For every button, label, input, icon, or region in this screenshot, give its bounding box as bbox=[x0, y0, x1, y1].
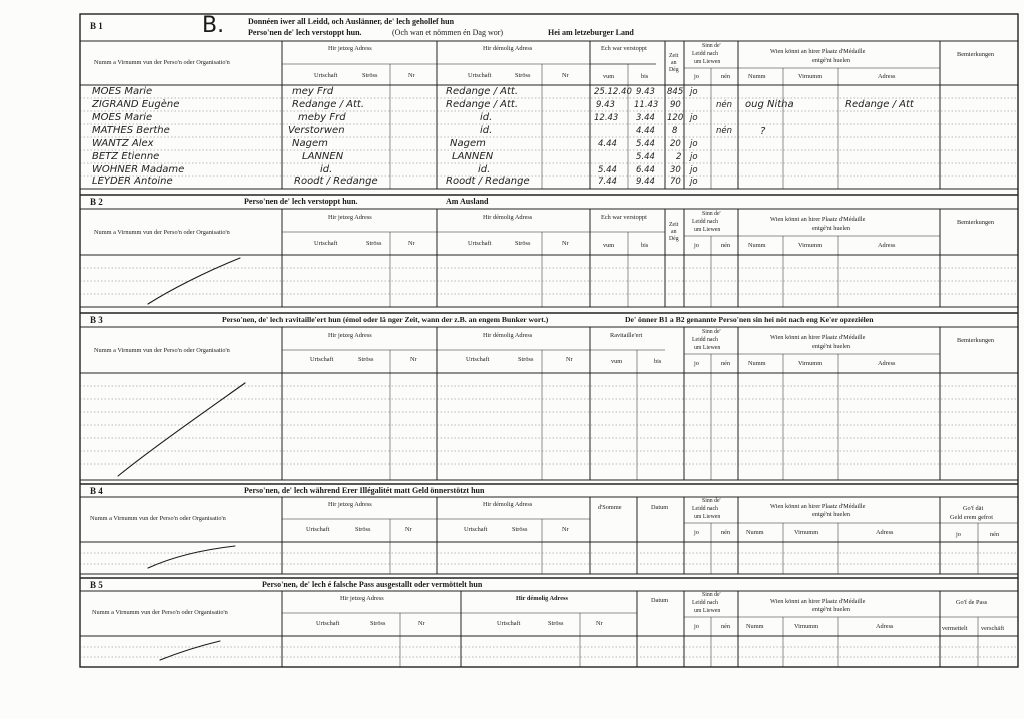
b3-hdr-old-addr: Hir démolig Adress bbox=[483, 332, 533, 339]
b1-title-line2b: (Och wan et nömmen én Dag wor) bbox=[392, 28, 504, 37]
row-6-to: 5.44 bbox=[636, 152, 655, 162]
b3-sub-first: Virnumm bbox=[798, 360, 823, 367]
b5-hdr-suffered-2: Leidd nach bbox=[692, 600, 718, 606]
b3-sub-addr: Adress bbox=[878, 360, 896, 367]
b1-title-line1: Donnéen iwer all Leidd, och Auslänner, de' lech gehollef hun bbox=[248, 17, 455, 26]
row-3-days: 120 bbox=[667, 113, 684, 123]
b4-sub-no-money: nén bbox=[990, 531, 1000, 538]
b1-sub-street-old: Ströss bbox=[515, 72, 531, 79]
row-4-medal-name: ? bbox=[760, 126, 766, 137]
b2-sub-addr: Adress bbox=[878, 242, 896, 249]
b2-sub-no: nén bbox=[721, 242, 731, 249]
b1-sub-addr: Adress bbox=[878, 73, 896, 80]
row-7-old-addr: id. bbox=[478, 164, 491, 175]
b5-hdr-name: Numm a Virnumm vun der Perso'n oder Organisatio'n bbox=[92, 609, 228, 616]
b2-sub-from: vum bbox=[603, 242, 615, 249]
b3-sub-street-old: Ströss bbox=[518, 356, 534, 363]
b2-hdr-old-addr: Hir démolig Adress bbox=[483, 214, 533, 221]
b5-sub-first: Virnumm bbox=[794, 623, 819, 630]
b4-hdr-suffered-1: Sinn de' bbox=[702, 498, 721, 504]
b3-sub-yes: jo bbox=[694, 360, 699, 367]
section-b2-label: B 2 bbox=[90, 197, 103, 207]
b2-sub-street: Ströss bbox=[366, 240, 382, 247]
b5-hdr-cur-addr: Hir jetzeg Adress bbox=[340, 595, 384, 602]
b3-sub-from: vum bbox=[611, 358, 623, 365]
b2-hdr-time-3: Dég bbox=[669, 236, 679, 242]
row-3-yes: jo bbox=[690, 113, 698, 123]
b4-hdr-money-2: Geld erem gefrot bbox=[950, 514, 994, 521]
b4-sub-first: Virnumm bbox=[794, 529, 819, 536]
row-2-from: 9.43 bbox=[596, 100, 615, 110]
row-4-days: 8 bbox=[672, 126, 678, 136]
b3-sub-nr-old: Nr bbox=[566, 356, 573, 363]
b1-hdr-hidden: Ech war verstoppt bbox=[601, 45, 647, 52]
b4-hdr-suffered-3: um Liewen bbox=[694, 514, 721, 520]
b4-hdr-sum: d'Somme bbox=[598, 504, 622, 511]
b5-sub-place: Urtschaft bbox=[316, 620, 340, 627]
row-3-to: 3.44 bbox=[636, 113, 655, 123]
b1-sub-street: Ströss bbox=[362, 72, 378, 79]
b5-sub-name: Numm bbox=[746, 623, 764, 630]
b4-sub-nr-old: Nr bbox=[562, 526, 569, 533]
row-5-to: 5.44 bbox=[636, 139, 655, 149]
b2-sub-nr: Nr bbox=[408, 240, 415, 247]
b2-sub-place-old: Urtschaft bbox=[468, 240, 492, 247]
row-1-from: 25.12.40 bbox=[594, 87, 632, 97]
b5-sub-no: nén bbox=[721, 623, 731, 630]
b1-sub-nr-old: Nr bbox=[562, 72, 569, 79]
b1-sub-first: Virnumm bbox=[798, 73, 823, 80]
b1-title-line2c: Hei am letzeburger Land bbox=[548, 28, 634, 37]
row-5-from: 4.44 bbox=[598, 139, 617, 149]
b1-hdr-suffered-1: Sinn de' bbox=[702, 43, 721, 49]
b2-hdr-hidden: Ech war verstoppt bbox=[601, 214, 647, 221]
b1-hdr-time-3: Dég bbox=[669, 67, 679, 73]
b1-sub-no: nén bbox=[721, 73, 731, 80]
row-5-name: WANTZ Alex bbox=[92, 138, 154, 149]
row-8-from: 7.44 bbox=[598, 177, 617, 187]
b2-title-a: Perso'nen de' lech verstoppt hun. bbox=[244, 197, 358, 206]
row-2-name: ZIGRAND Eugène bbox=[92, 99, 180, 110]
row-7-cur-addr: id. bbox=[320, 164, 333, 175]
b5-sub-place-old: Urtschaft bbox=[497, 620, 521, 627]
b2-hdr-suffered-3: um Liewen bbox=[694, 227, 721, 233]
b1-title-line2a: Perso'nen de' lech verstoppt hun. bbox=[248, 28, 362, 37]
row-5-cur-addr: Nagem bbox=[292, 138, 328, 149]
b5-sub-nr: Nr bbox=[418, 620, 425, 627]
row-1-name: MOES Marie bbox=[92, 86, 153, 97]
b1-sub-place: Urtschaft bbox=[314, 72, 338, 79]
b3-hdr-cur-addr: Hir jetzeg Adress bbox=[328, 332, 372, 339]
row-2-medal-name: oug Nitha bbox=[745, 99, 794, 110]
b1-sub-from: vum bbox=[603, 73, 615, 80]
b5-hdr-medal-2: entgé'nt huelen bbox=[812, 606, 851, 613]
b3-hdr-ravit: Ravitaille'ert bbox=[610, 332, 643, 339]
b2-hdr-time-1: Zeit bbox=[669, 222, 679, 228]
b4-sub-addr: Adress bbox=[876, 529, 894, 536]
b5-sub-street-old: Ströss bbox=[548, 620, 564, 627]
b1-hdr-old-addr: Hir démolig Adress bbox=[483, 45, 533, 52]
b4-hdr-money-1: Go'f dät bbox=[963, 505, 984, 512]
b2-hdr-time-2: an bbox=[671, 229, 677, 235]
row-5-old-addr: Nagem bbox=[450, 138, 486, 149]
b4-hdr-medal-2: entgé'nt huelen bbox=[812, 511, 851, 518]
row-2-no: nén bbox=[716, 100, 733, 110]
b3-hdr-name: Numm a Virnumm vun der Perso'n oder Organisatio'n bbox=[94, 347, 230, 354]
row-1-old-addr: Redange / Att. bbox=[446, 86, 519, 97]
b5-hdr-date: Datum bbox=[651, 597, 669, 604]
b3-sub-place: Urtschaft bbox=[310, 356, 334, 363]
section-letter: B. bbox=[202, 13, 225, 38]
row-1-days: 845 bbox=[667, 87, 684, 97]
b3-sub-place-old: Urtschaft bbox=[466, 356, 490, 363]
row-4-name: MATHES Berthe bbox=[92, 125, 170, 136]
row-4-cur-addr: Verstorwen bbox=[288, 125, 345, 136]
section-b4-label: B 4 bbox=[90, 486, 103, 496]
row-5-yes: jo bbox=[690, 139, 698, 149]
row-3-name: MOES Marie bbox=[92, 112, 153, 123]
b5-hdr-old-addr: Hir démolig Adress bbox=[516, 595, 568, 602]
b2-sub-name: Numm bbox=[748, 242, 766, 249]
b3-sub-no: nén bbox=[721, 360, 731, 367]
b3-sub-name: Numm bbox=[748, 360, 766, 367]
b3-title-a: Perso'nen, de' lech ravitaille'ert hun (émol oder lä nger Zeit, wann der z.B. an engem Bunker wort.) bbox=[222, 315, 549, 324]
row-2-to: 11.43 bbox=[634, 100, 659, 110]
b2-hdr-remarks: Bemierkungen bbox=[957, 219, 995, 226]
b1-hdr-cur-addr: Hir jetzeg Adress bbox=[328, 45, 372, 52]
b5-hdr-medal-1: Wien könnt an hirer Plaatz d'Médaille bbox=[770, 598, 866, 605]
b3-sub-to: bis bbox=[654, 358, 662, 365]
row-4-old-addr: id. bbox=[480, 125, 493, 136]
b2-sub-to: bis bbox=[641, 242, 649, 249]
b3-hdr-medal-1: Wien könnt an hirer Plaatz d'Médaille bbox=[770, 334, 866, 341]
row-8-days: 70 bbox=[670, 177, 681, 187]
row-8-yes: jo bbox=[690, 177, 698, 187]
b2-sub-first: Virnumm bbox=[798, 242, 823, 249]
b5-title: Perso'nen, de' lech é falsche Pass ausgestallt oder vermöttelt hun bbox=[262, 580, 483, 589]
row-3-from: 12.43 bbox=[594, 113, 619, 123]
row-6-cur-addr: LANNEN bbox=[302, 151, 344, 162]
strike-mark-b4 bbox=[148, 546, 235, 568]
row-2-days: 90 bbox=[670, 100, 681, 110]
strike-mark-b3 bbox=[118, 383, 245, 476]
row-7-to: 6.44 bbox=[636, 165, 655, 175]
b3-hdr-suffered-2: Leidd nach bbox=[692, 337, 718, 343]
row-8-to: 9.44 bbox=[636, 177, 655, 187]
row-5-days: 20 bbox=[670, 139, 681, 149]
row-6-days: 2 bbox=[676, 152, 682, 162]
row-8-cur-addr: Roodt / Redange bbox=[294, 176, 378, 187]
b3-hdr-suffered-1: Sinn de' bbox=[702, 329, 721, 335]
row-6-yes: jo bbox=[690, 152, 698, 162]
b3-sub-nr: Nr bbox=[410, 356, 417, 363]
b5-hdr-suffered-1: Sinn de' bbox=[702, 592, 721, 598]
b2-sub-place: Urtschaft bbox=[314, 240, 338, 247]
b1-sub-to: bis bbox=[641, 73, 649, 80]
row-4-to: 4.44 bbox=[636, 126, 655, 136]
row-2-medal-addr: Redange / Att bbox=[845, 99, 914, 110]
b4-sub-no: nén bbox=[721, 529, 731, 536]
b4-sub-yes: jo bbox=[694, 529, 699, 536]
row-7-days: 30 bbox=[670, 165, 681, 175]
row-1-to: 9.43 bbox=[636, 87, 655, 97]
b2-hdr-suffered-1: Sinn de' bbox=[702, 211, 721, 217]
b4-hdr-cur-addr: Hir jetzeg Adress bbox=[328, 501, 372, 508]
row-6-name: BETZ Etienne bbox=[92, 151, 160, 162]
row-6-old-addr: LANNEN bbox=[452, 151, 494, 162]
b2-hdr-suffered-2: Leidd nach bbox=[692, 219, 718, 225]
b5-sub-made: verschäft bbox=[981, 625, 1005, 632]
row-8-name: LEYDER Antoine bbox=[92, 176, 173, 187]
b2-title-b: Am Ausland bbox=[446, 197, 489, 206]
b4-hdr-date: Datum bbox=[651, 504, 669, 511]
b3-sub-street: Ströss bbox=[358, 356, 374, 363]
row-2-cur-addr: Redange / Att. bbox=[292, 99, 365, 110]
row-4-no: nén bbox=[716, 126, 733, 136]
b1-sub-place-old: Urtschaft bbox=[468, 72, 492, 79]
b4-hdr-name: Numm a Virnumm vun der Perso'n oder Organisatio'n bbox=[90, 515, 226, 522]
b2-sub-nr-old: Nr bbox=[562, 240, 569, 247]
b3-hdr-remarks: Bemierkungen bbox=[957, 337, 995, 344]
b3-title-b: De' önner B1 a B2 genannte Perso'nen sin hei nöt nach eng Ke'er opzeziélen bbox=[625, 315, 874, 324]
b1-hdr-medal-1: Wien könnt an hirer Plaatz d'Médaille bbox=[770, 48, 866, 55]
b1-hdr-suffered-2: Leidd nach bbox=[692, 51, 718, 57]
b5-sub-addr: Adress bbox=[876, 623, 894, 630]
b1-hdr-time-1: Zeit bbox=[669, 53, 679, 59]
row-7-from: 5.44 bbox=[598, 165, 617, 175]
b4-sub-place-old: Urtschaft bbox=[464, 526, 488, 533]
b5-hdr-suffered-3: um Liewen bbox=[694, 608, 721, 614]
row-8-old-addr: Roodt / Redange bbox=[446, 176, 530, 187]
row-7-yes: jo bbox=[690, 165, 698, 175]
b5-sub-street: Ströss bbox=[370, 620, 386, 627]
b3-hdr-medal-2: entgé'nt huelen bbox=[812, 343, 851, 350]
b3-hdr-suffered-3: um Liewen bbox=[694, 345, 721, 351]
section-b1-label: B 1 bbox=[90, 21, 103, 31]
b2-hdr-medal-1: Wien könnt an hirer Plaatz d'Médaille bbox=[770, 216, 866, 223]
b1-hdr-suffered-3: um Liewen bbox=[694, 59, 721, 65]
b2-hdr-medal-2: entgé'nt huelen bbox=[812, 225, 851, 232]
b2-sub-yes: jo bbox=[694, 242, 699, 249]
b4-title: Perso'nen, de' lech während Erer Illégalitét matt Geld önnerstötzt hun bbox=[244, 486, 485, 495]
b5-sub-issued: vermettelt bbox=[942, 625, 968, 632]
section-b3-label: B 3 bbox=[90, 315, 103, 325]
b5-hdr-pass: Go'f de Pass bbox=[956, 599, 988, 606]
row-1-yes: jo bbox=[690, 87, 698, 97]
row-3-cur-addr: meby Frd bbox=[298, 112, 346, 123]
b4-sub-nr: Nr bbox=[405, 526, 412, 533]
b2-sub-street-old: Ströss bbox=[515, 240, 531, 247]
b1-hdr-remarks: Bemierkungen bbox=[957, 51, 995, 58]
b4-sub-name: Numm bbox=[746, 529, 764, 536]
b4-sub-street-old: Ströss bbox=[512, 526, 528, 533]
b1-sub-name: Numm bbox=[748, 73, 766, 80]
b1-hdr-medal-2: entgé'nt huelen bbox=[812, 57, 851, 64]
b1-sub-nr: Nr bbox=[408, 72, 415, 79]
row-7-name: WOHNER Madame bbox=[92, 164, 185, 175]
b4-sub-street: Ströss bbox=[355, 526, 371, 533]
row-1-cur-addr: mey Frd bbox=[292, 86, 334, 97]
b1-hdr-time-2: an bbox=[671, 60, 677, 66]
row-3-old-addr: id. bbox=[480, 112, 493, 123]
b2-hdr-name: Numm a Virnumm vun der Perso'n oder Organisatio'n bbox=[94, 229, 230, 236]
b5-sub-yes: jo bbox=[694, 623, 699, 630]
b4-sub-yes-money: jo bbox=[956, 531, 961, 538]
b1-sub-yes: jo bbox=[694, 73, 699, 80]
b4-sub-place: Urtschaft bbox=[306, 526, 330, 533]
b4-hdr-suffered-2: Leidd nach bbox=[692, 506, 718, 512]
row-2-old-addr: Redange / Att. bbox=[446, 99, 519, 110]
b2-hdr-cur-addr: Hir jetzeg Adress bbox=[328, 214, 372, 221]
b4-hdr-old-addr: Hir démolig Adress bbox=[483, 501, 533, 508]
section-b5-label: B 5 bbox=[90, 580, 103, 590]
b1-hdr-name: Numm a Virnumm vun der Perso'n oder Organisatio'n bbox=[94, 59, 230, 66]
b5-sub-nr-old: Nr bbox=[596, 620, 603, 627]
b4-hdr-medal-1: Wien könnt an hirer Plaatz d'Médaille bbox=[770, 503, 866, 510]
